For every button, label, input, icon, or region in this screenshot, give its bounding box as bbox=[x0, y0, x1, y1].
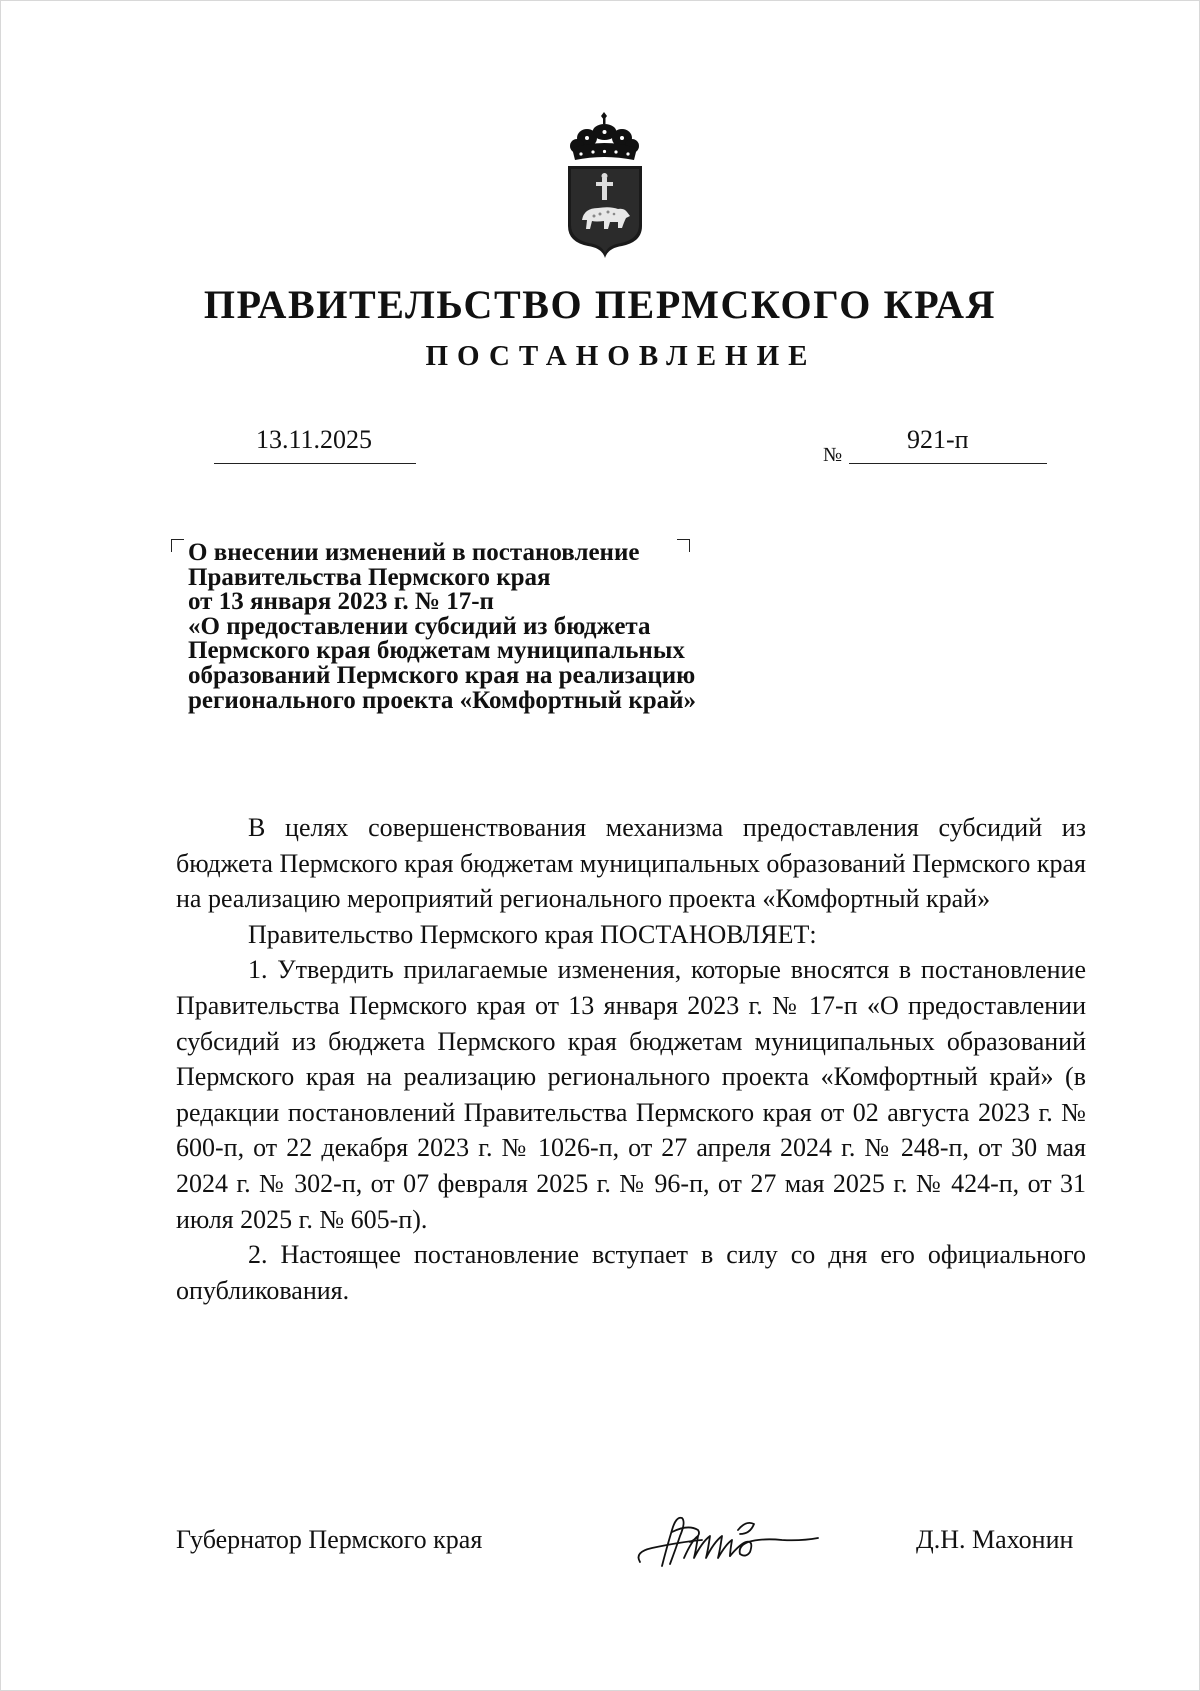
subject-line: образований Пермского края на реализацию bbox=[188, 661, 696, 689]
signatory-role: Губернатор Пермского края bbox=[176, 1525, 483, 1554]
resolution-paragraph: Правительство Пермского края ПОСТАНОВЛЯЕТ: bbox=[248, 919, 817, 949]
number-sign: № bbox=[823, 444, 843, 466]
document-subject bbox=[188, 541, 788, 713]
subject-corner-left bbox=[171, 539, 184, 552]
government-title: ПРАВИТЕЛЬСТВО ПЕРМСКОГО КРАЯ bbox=[203, 282, 997, 327]
clause-1-paragraph: 1. Утвердить прилагаемые изменения, которые вносятся в постановление Правительства Пермского края от 13 января 2023 г. № 17-п «О предоставлении субсидий из бюджета Пермского края бюджетам муниципальных образований Пермского края на реализацию регионального проекта «Комфортный край» (в редакции постановлений Правительства Пермского края от 02 августа 2023 г. № 600-п, от 22 декабря 2023 г. № 1026-п, от 27 апреля 2024 г. № 248-п, от 30 мая 2024 г. № 302-п, от 07 февраля 2025 г. № 96-п, от 27 мая 2025 г. № 424-п, от 31 июля 2025 г. № 605-п). bbox=[176, 955, 1086, 1234]
handwritten-signature bbox=[632, 1500, 832, 1580]
perm-krai-coat-of-arms-icon bbox=[560, 108, 650, 260]
document-date: 13.11.2025 bbox=[256, 425, 373, 454]
document-type: ПОСТАНОВЛЕНИЕ bbox=[425, 340, 817, 372]
subject-line: Правительства Пермского края bbox=[188, 563, 551, 591]
document-number: 921-п bbox=[907, 425, 969, 454]
signatory-name: Д.Н. Махонин bbox=[916, 1525, 1074, 1554]
subject-line: регионального проекта «Комфортный край» bbox=[188, 686, 697, 714]
subject-line: О внесении изменений в постановление bbox=[188, 539, 640, 566]
number-field bbox=[849, 420, 1047, 464]
subject-line: «О предоставлении субсидий из бюджета bbox=[188, 612, 651, 640]
preamble-paragraph: В целях совершенствования механизма предоставления субсидий из бюджета Пермского края бюджетам муниципальных образований Пермского края на реализацию мероприятий регионального проекта «Комфортный край» bbox=[176, 813, 1086, 914]
date-field bbox=[214, 420, 416, 464]
subject-line: от 13 января 2023 г. № 17-п bbox=[188, 588, 494, 616]
clause-2-paragraph: 2. Настоящее постановление вступает в силу со дня его официального опубликования. bbox=[176, 1240, 1086, 1305]
document-body bbox=[176, 810, 1086, 1308]
subject-line: Пермского края бюджетам муниципальных bbox=[188, 637, 685, 665]
